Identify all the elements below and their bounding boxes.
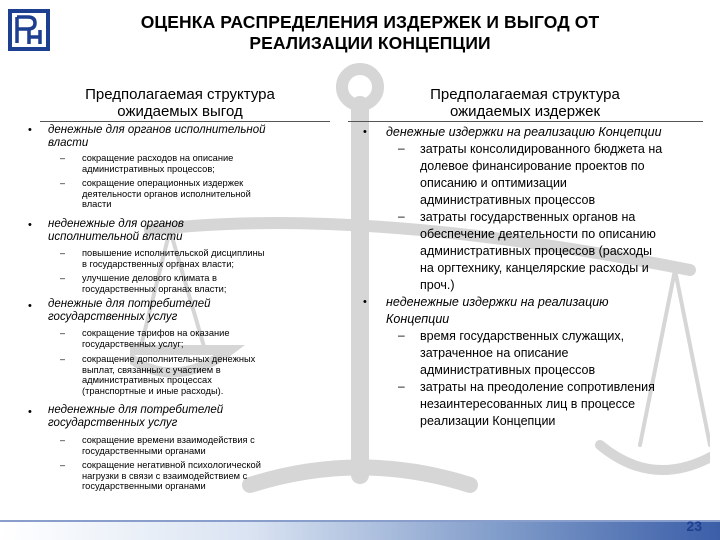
dash-marker: –: [60, 248, 66, 258]
right-sub-1-1: затраты консолидированного бюджета на долевое финансирование проектов по описанию и оптимизации административных процессов: [420, 142, 663, 207]
left-sub-4-1: сокращение времени взаимодействия с государственными органами: [82, 435, 255, 456]
right-bullet-2: неденежные издержки на реализацию Концепции: [386, 295, 609, 326]
bullet-marker: •: [363, 126, 367, 138]
right-column-heading: Предполагаемая структура ожидаемых издержек: [430, 86, 620, 120]
footer-bar: [0, 522, 720, 540]
left-sub-2-1: повышение исполнительской дисциплины в государственных органах власти;: [82, 248, 265, 269]
left-sub-1-1: сокращение расходов на описание административных процессов;: [82, 153, 234, 174]
hse-logo: [7, 8, 51, 52]
bullet-marker: •: [28, 406, 32, 418]
left-sub-4-2: сокращение негативной психологической нагрузки в связи с взаимодействием с государственными органами: [82, 460, 261, 491]
bullet-marker: •: [28, 124, 32, 136]
right-sub-2-2: затраты на преодоление сопротивления незаинтересованных лиц в процессе реализации Концепции: [420, 380, 655, 428]
left-sub-1-2: сокращение операционных издержек деятельности органов исполнительной власти: [82, 178, 251, 209]
bullet-marker: •: [28, 300, 32, 312]
bullet-marker: •: [28, 219, 32, 231]
left-bullet-1: денежные для органов исполнительной власти: [48, 124, 266, 149]
left-column-heading: Предполагаемая структура ожидаемых выгод: [85, 86, 275, 120]
left-bullet-2: неденежные для органов исполнительной власти: [48, 218, 184, 243]
dash-marker: –: [398, 141, 405, 155]
dash-marker: –: [60, 273, 66, 283]
right-bullet-1: денежные издержки на реализацию Концепции: [386, 125, 662, 139]
left-bullet-3: денежные для потребителей государственных услуг: [48, 298, 211, 323]
left-bullet-4: неденежные для потребителей государственных услуг: [48, 404, 224, 429]
right-sub-2-1: время государственных служащих, затраченное на описание административных процессов: [420, 329, 625, 377]
left-sub-3-2: сокращение дополнительных денежных выплат, связанных с участием в административных процессах (транспортные и иные расходы).: [82, 354, 256, 396]
dash-marker: –: [398, 379, 405, 393]
dash-marker: –: [398, 209, 405, 223]
dash-marker: –: [60, 354, 66, 364]
dash-marker: –: [60, 460, 66, 470]
bullet-marker: •: [363, 296, 367, 308]
dash-marker: –: [60, 328, 66, 338]
dash-marker: –: [398, 328, 405, 342]
slide-title: ОЦЕНКА РАСПРЕДЕЛЕНИЯ ИЗДЕРЖЕК И ВЫГОД ОТ РЕАЛИЗАЦИИ КОНЦЕПЦИИ: [140, 12, 600, 53]
dash-marker: –: [60, 435, 66, 445]
left-sub-2-2: улучшение делового климата в государственных органах власти;: [82, 273, 227, 294]
right-sub-1-2: затраты государственных органов на обеспечение деятельности по описанию административных процессов (расходы на оргтехнику, канцелярские расходы и проч.): [420, 210, 656, 292]
left-heading-divider: [40, 121, 330, 122]
left-sub-3-1: сокращение тарифов на оказание государственных услуг;: [82, 328, 230, 349]
dash-marker: –: [60, 178, 66, 188]
right-heading-divider: [348, 121, 703, 122]
dash-marker: –: [60, 153, 66, 163]
page-number: 23: [686, 518, 702, 534]
